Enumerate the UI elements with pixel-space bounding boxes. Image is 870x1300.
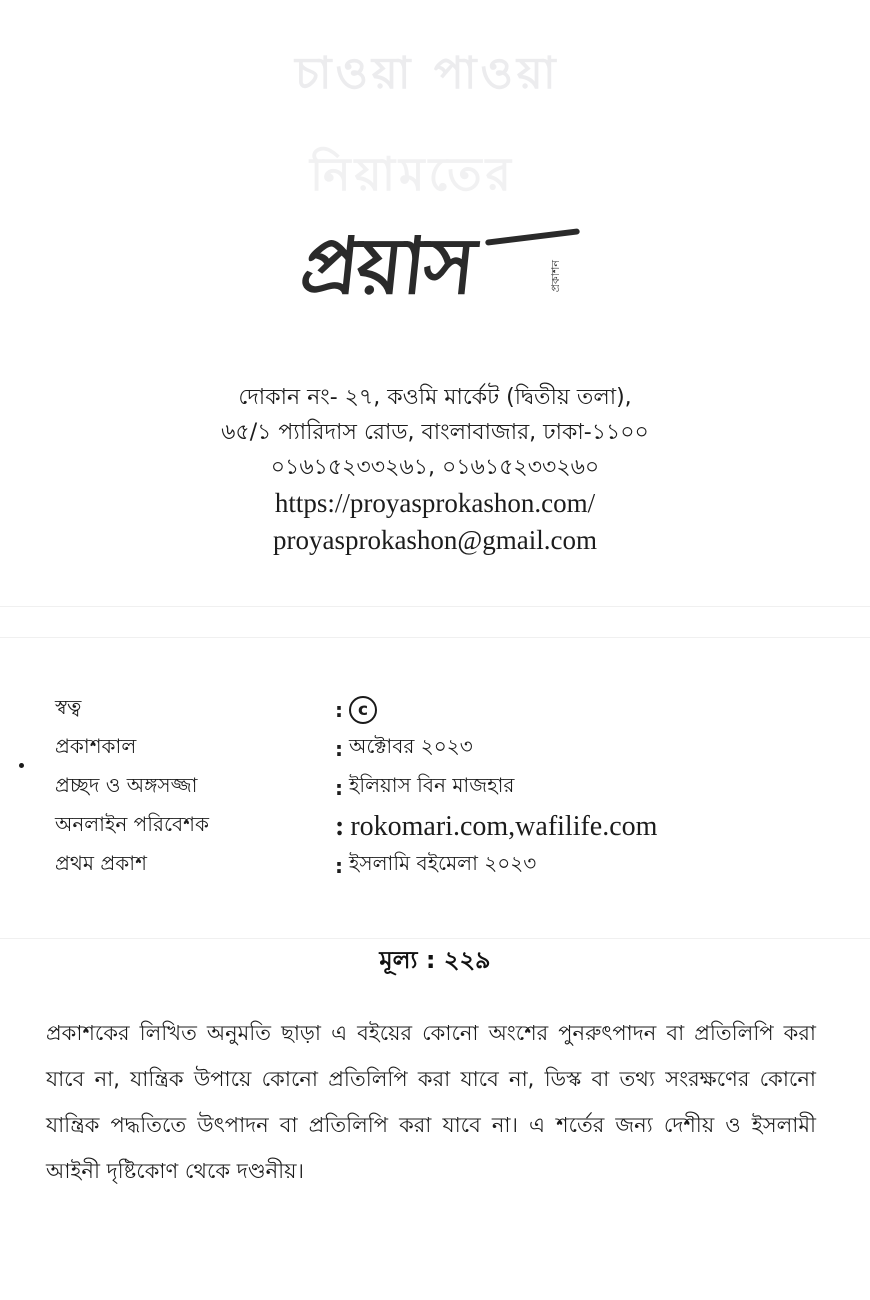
logo-wordmark: প্রয়াস bbox=[296, 221, 479, 312]
info-value bbox=[335, 771, 514, 804]
info-value bbox=[335, 811, 657, 843]
colon-separator: : bbox=[335, 775, 343, 800]
colon-separator: : bbox=[335, 853, 343, 878]
bleed-through-text-1: চাওয়া পাওয়া bbox=[295, 48, 560, 99]
cover-designer: ইলিয়াস বিন মাজহার bbox=[349, 773, 515, 797]
publisher-logo bbox=[295, 212, 595, 330]
info-label: প্রকাশকাল bbox=[55, 734, 137, 758]
email-address: proyasprokashon@gmail.com bbox=[272, 525, 598, 555]
phone-numbers: ০১৬১৫২৩৩২৬১, ০১৬১৫২৩৩২৬০ bbox=[270, 455, 600, 480]
online-distributors: rokomari.com,wafilife.com bbox=[350, 810, 658, 842]
price-label: মূল্য bbox=[379, 946, 418, 974]
info-row-publication-date bbox=[55, 729, 775, 768]
logo-subtitle: প্রকাশন bbox=[549, 260, 562, 293]
bleed-through-text-2: নিয়ামতের bbox=[310, 147, 515, 201]
price-separator: : bbox=[425, 946, 436, 974]
bleed-through-line bbox=[0, 606, 870, 607]
info-label: প্রথম প্রকাশ bbox=[55, 851, 147, 875]
info-row-copyright bbox=[55, 690, 775, 729]
logo-swash-decoration bbox=[485, 228, 580, 246]
publication-date: অক্টোবর ২০২৩ bbox=[349, 734, 473, 758]
info-row-first-edition bbox=[55, 846, 775, 885]
info-label: প্রচ্ছদ ও অঙ্গসজ্জা bbox=[55, 773, 198, 797]
copyright-notice-paragraph: প্রকাশকের লিখিত অনুমতি ছাড়া এ বইয়ের কোনো অংশের পুনরুৎপাদন বা প্রতিলিপি করা যাবে না, যান্ত্রিক উপায়ে কোনো প্রতিলিপি করা যাবে না, ডিস্ক বা তথ্য সংরক্ষণের কোনো যান্ত্রিক পদ্ধতিতে উৎপাদন বা প্রতিলিপি করা যাবে না। এ শর্তের জন্য দেশীয় ও ইসলামী আইনী দৃষ্টিকোণ থেকে দণ্ডনীয়। bbox=[46, 1021, 816, 1183]
info-value bbox=[335, 696, 377, 724]
info-value bbox=[335, 732, 473, 765]
info-row-online-distributor bbox=[55, 807, 775, 846]
copyright-icon: c bbox=[349, 696, 377, 724]
first-edition: ইসলামি বইমেলা ২০২৩ bbox=[349, 851, 537, 875]
price-value: ২২৯ bbox=[443, 946, 491, 974]
stray-ink-dot bbox=[19, 763, 24, 768]
address-line-2: ৬৫/১ প্যারিদাস রোড, বাংলাবাজার, ঢাকা-১১০০ bbox=[221, 420, 649, 445]
info-label: অনলাইন পরিবেশক bbox=[55, 812, 209, 836]
publisher-address-block bbox=[0, 380, 870, 559]
website-url: https://proyasprokashon.com/ bbox=[274, 488, 596, 518]
info-label: স্বত্ব bbox=[55, 695, 82, 719]
info-value bbox=[335, 849, 536, 882]
colon-separator: : bbox=[335, 736, 343, 761]
colon-separator: : bbox=[335, 810, 345, 842]
colon-separator: : bbox=[335, 697, 343, 722]
address-line-1: দোকান নং- ২৭, কওমি মার্কেট (দ্বিতীয় তলা), bbox=[238, 385, 632, 410]
bleed-through-line bbox=[0, 938, 870, 939]
price-line bbox=[0, 942, 870, 982]
imprint-info-table bbox=[55, 690, 775, 885]
bleed-through-line bbox=[0, 637, 870, 638]
info-row-cover-design bbox=[55, 768, 775, 807]
